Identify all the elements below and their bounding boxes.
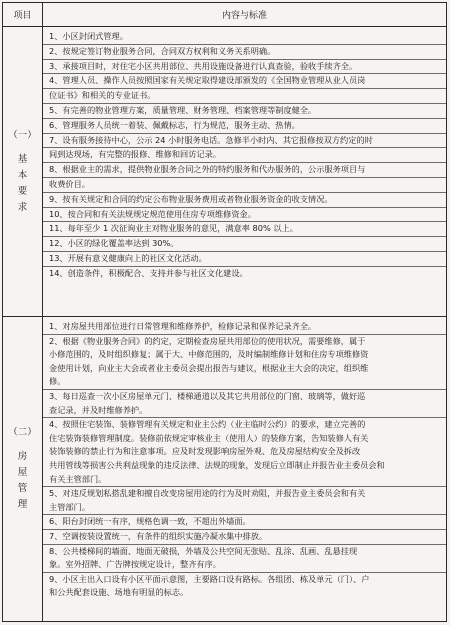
requirement-line: 2、按规定签订物业服务合同，合同双方权利和义务关系明确。 (43, 45, 446, 60)
management-item (43, 572, 446, 600)
management-line: 2、根据《物业服务合同》的约定，定期检查房屋共用部位的使用状况，需要维修，属于 (49, 335, 366, 346)
requirement-line: 9、按有关规定和合同的约定公布物业服务费用或者物业服务资金的收支情况。 (43, 193, 446, 208)
section-2-char: 屋 (17, 467, 28, 478)
management-line: 修。 (49, 376, 66, 387)
management-line: 1、对房屋共用部位进行日常管理和维修养护，检修记录和保养记录齐全。 (49, 321, 317, 331)
management-line: 住宅装饰装修管理制度。装修前依规定审核业主（使用人）的装修方案，告知装修人有关 (49, 432, 369, 443)
section-1-content (43, 27, 446, 316)
section-1-char: 要 (17, 185, 28, 197)
management-item (43, 320, 446, 334)
requirement-line: 6、管理服务人员统一着装、佩戴标志，行为规范，服务主动、热情。 (43, 119, 446, 134)
section-1-label (3, 27, 43, 316)
requirement-line: 12、小区的绿化覆盖率达到 30%。 (43, 237, 446, 252)
table-header (3, 3, 446, 27)
standards-table (2, 2, 447, 622)
section-2-char: 理 (17, 499, 28, 510)
management-item (43, 544, 446, 572)
section-building-management (3, 317, 446, 621)
section-2-char: 房 (17, 451, 28, 462)
section-2-number: （二） (8, 427, 37, 438)
management-item (43, 389, 446, 417)
section-2-content (43, 317, 446, 621)
management-line: 5、对违反规划私搭乱建和擅自改变房屋用途的行为及时劝阻，并报告业主委员会和有关 (49, 488, 366, 499)
requirement-line: 11、每年至少 1 次征询业主对物业服务的意见，满意率 80% 以上。 (43, 222, 446, 237)
section-1-char: 基 (17, 153, 28, 165)
requirement-line: 收费价目。 (43, 178, 446, 193)
requirement-line: 1、小区封闭式管理。 (43, 30, 446, 45)
management-line: 8、公共楼梯间的墙面、地面无破损，外墙及公共空间无张贴、乱涂、乱画、乱悬挂现 (49, 545, 358, 556)
requirement-line: 10、按合同和有关法规规定规范使用住房专项维修资金。 (43, 208, 446, 223)
management-line: 装饰装修的禁止行为和注意事项。应及时发现影响房屋外观、危及房屋结构安全及拆改 (49, 446, 361, 457)
management-line: 有关主管部门。 (49, 473, 107, 484)
management-line: 6、阳台封闭统一有序，规格色调一致，不超出外墙面。 (49, 516, 251, 527)
management-line: 金使用计划，向业主大会或者业主委员会提出报告与建议，根据业主大会的决定，组织维 (49, 362, 369, 373)
management-item (43, 334, 446, 389)
requirement-line: 位证书》和相关的专业证书。 (43, 89, 446, 104)
management-item (43, 514, 446, 529)
requirement-line: 7、设有服务接待中心，公示 24 小时服务电话。急修半小时内、其它报修按双方约定的时 (43, 134, 446, 149)
management-line: 查记录，并及时维修养护。 (49, 404, 148, 415)
requirement-line: 4、管理人员、操作人员按照国家有关规定取得建设部颁发的《全国物业管理从业人员岗 (43, 74, 446, 89)
requirement-line: 13、开展有意义健康向上的社区文化活动。 (43, 252, 446, 267)
requirement-line: 3、承接项目时，对住宅小区共用部位、共用设施设备进行认真查验，验收手续齐全。 (43, 60, 446, 75)
management-line: 9、小区主出入口设有小区平面示意图，主要路口设有路标。各组团、栋及单元（门）、户 (49, 573, 370, 584)
header-content: 内容与标准 (221, 11, 267, 21)
management-line: 7、空调按装设置统一，有条件的组织实施冷凝水集中排放。 (49, 530, 268, 541)
management-line: 和公共配套设施、场地有明显的标志。 (49, 587, 189, 598)
requirement-line: 间到达现场，有完整的报修、维修和回访记录。 (43, 148, 446, 163)
management-item (43, 417, 446, 486)
header-item: 项目 (3, 3, 43, 26)
management-line: 3、每日巡查一次小区房屋单元门、楼梯通道以及其它共用部位的门窗、玻璃等，做好巡 (49, 390, 366, 401)
management-line: 4、按照住宅装饰、装修管理有关规定和业主公约（业主临时公约）的要求，建立完善的 (49, 419, 366, 430)
section-1-number: （一） (8, 129, 37, 141)
section-2-label (3, 317, 43, 621)
section-2-char: 管 (17, 483, 28, 494)
requirement-line: 5、有完善的物业管理方案，质量管理、财务管理、档案管理等制度健全。 (43, 104, 446, 119)
section-basic-requirements (3, 27, 446, 317)
management-line: 主管部门。 (49, 501, 90, 512)
management-item (43, 529, 446, 544)
management-line: 共用管线等损害公共利益现象的违反法律、法规的现象，发现后立即制止并报告业主委员会和 (49, 459, 385, 470)
management-line: 象。室外招牌、广告牌按规定设计，整齐有序。 (49, 559, 221, 570)
requirement-line: 8、根据业主的需求，提供物业服务合同之外的特约服务和代办服务的，公示服务项目与 (43, 163, 446, 178)
management-line: 小修范围的，及时组织修复；属于大、中修范围的，及时编制维修计划和住房专项维修资 (49, 349, 369, 360)
management-item (43, 486, 446, 514)
section-1-char: 求 (17, 201, 28, 213)
requirement-line: 14、创造条件，积极配合、支持并参与社区文化建设。 (49, 267, 248, 278)
section-1-char: 本 (17, 169, 28, 181)
